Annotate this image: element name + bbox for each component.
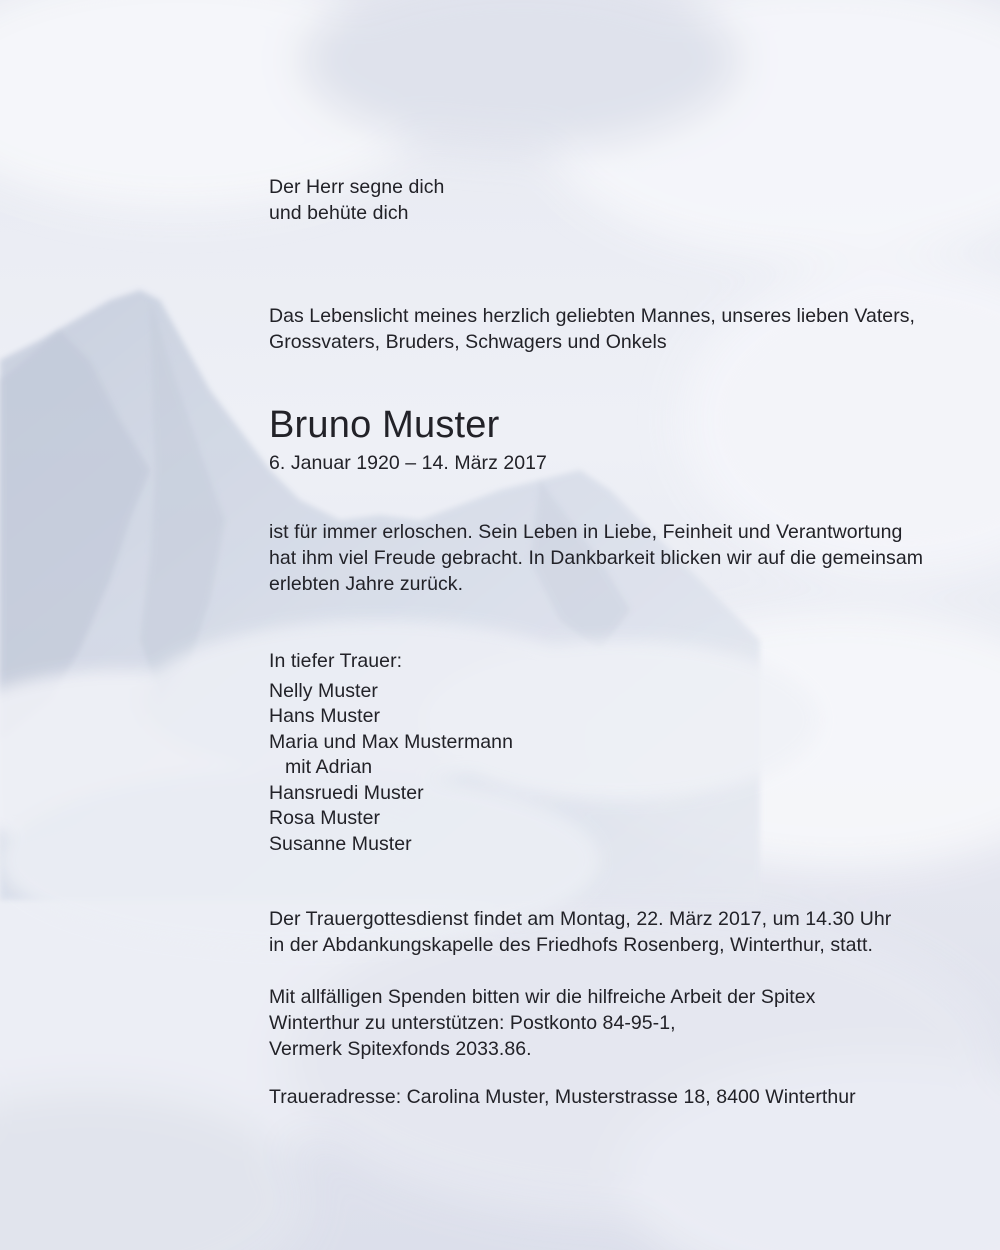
- mourner-name: mit Adrian: [285, 756, 373, 778]
- donation-line: Winterthur zu unterstützen: Postkonto 84-95-1,: [269, 1012, 676, 1034]
- mourner-name: Maria und Max Mustermann: [269, 731, 513, 753]
- deceased-name: Bruno Muster: [269, 404, 500, 446]
- mourner-name: Nelly Muster: [269, 680, 378, 702]
- tribute-line: hat ihm viel Freude gebracht. In Dankbarkeit blicken wir auf die gemeinsam: [269, 547, 924, 569]
- donation-line: Mit allfälligen Spenden bitten wir die hilfreiche Arbeit der Spitex: [269, 986, 816, 1008]
- service-line: in der Abdankungskapelle des Friedhofs Rosenberg, Winterthur, statt.: [269, 934, 873, 956]
- mourner-name: Susanne Muster: [269, 833, 412, 855]
- service-line: Der Trauergottesdienst findet am Montag, 22. März 2017, um 14.30 Uhr: [269, 908, 892, 930]
- donation-line: Vermerk Spitexfonds 2033.86.: [269, 1038, 532, 1060]
- verse-line: Der Herr segne dich: [269, 176, 445, 198]
- mourning-address: Traueradresse: Carolina Muster, Musterstrasse 18, 8400 Winterthur: [269, 1086, 856, 1108]
- mourner-name: Rosa Muster: [269, 807, 381, 829]
- mourners-heading: In tiefer Trauer:: [269, 650, 403, 672]
- life-dates: 6. Januar 1920 – 14. März 2017: [269, 452, 547, 474]
- tribute-line: ist für immer erloschen. Sein Leben in Liebe, Feinheit und Verantwortung: [269, 521, 903, 543]
- intro-line: Grossvaters, Bruders, Schwagers und Onkels: [269, 331, 667, 353]
- mourner-name: Hans Muster: [269, 705, 381, 727]
- mourner-name: Hansruedi Muster: [269, 782, 424, 804]
- intro-line: Das Lebenslicht meines herzlich geliebten Mannes, unseres lieben Vaters,: [269, 305, 916, 327]
- verse-line: und behüte dich: [269, 202, 409, 224]
- tribute-line: erlebten Jahre zurück.: [269, 573, 464, 595]
